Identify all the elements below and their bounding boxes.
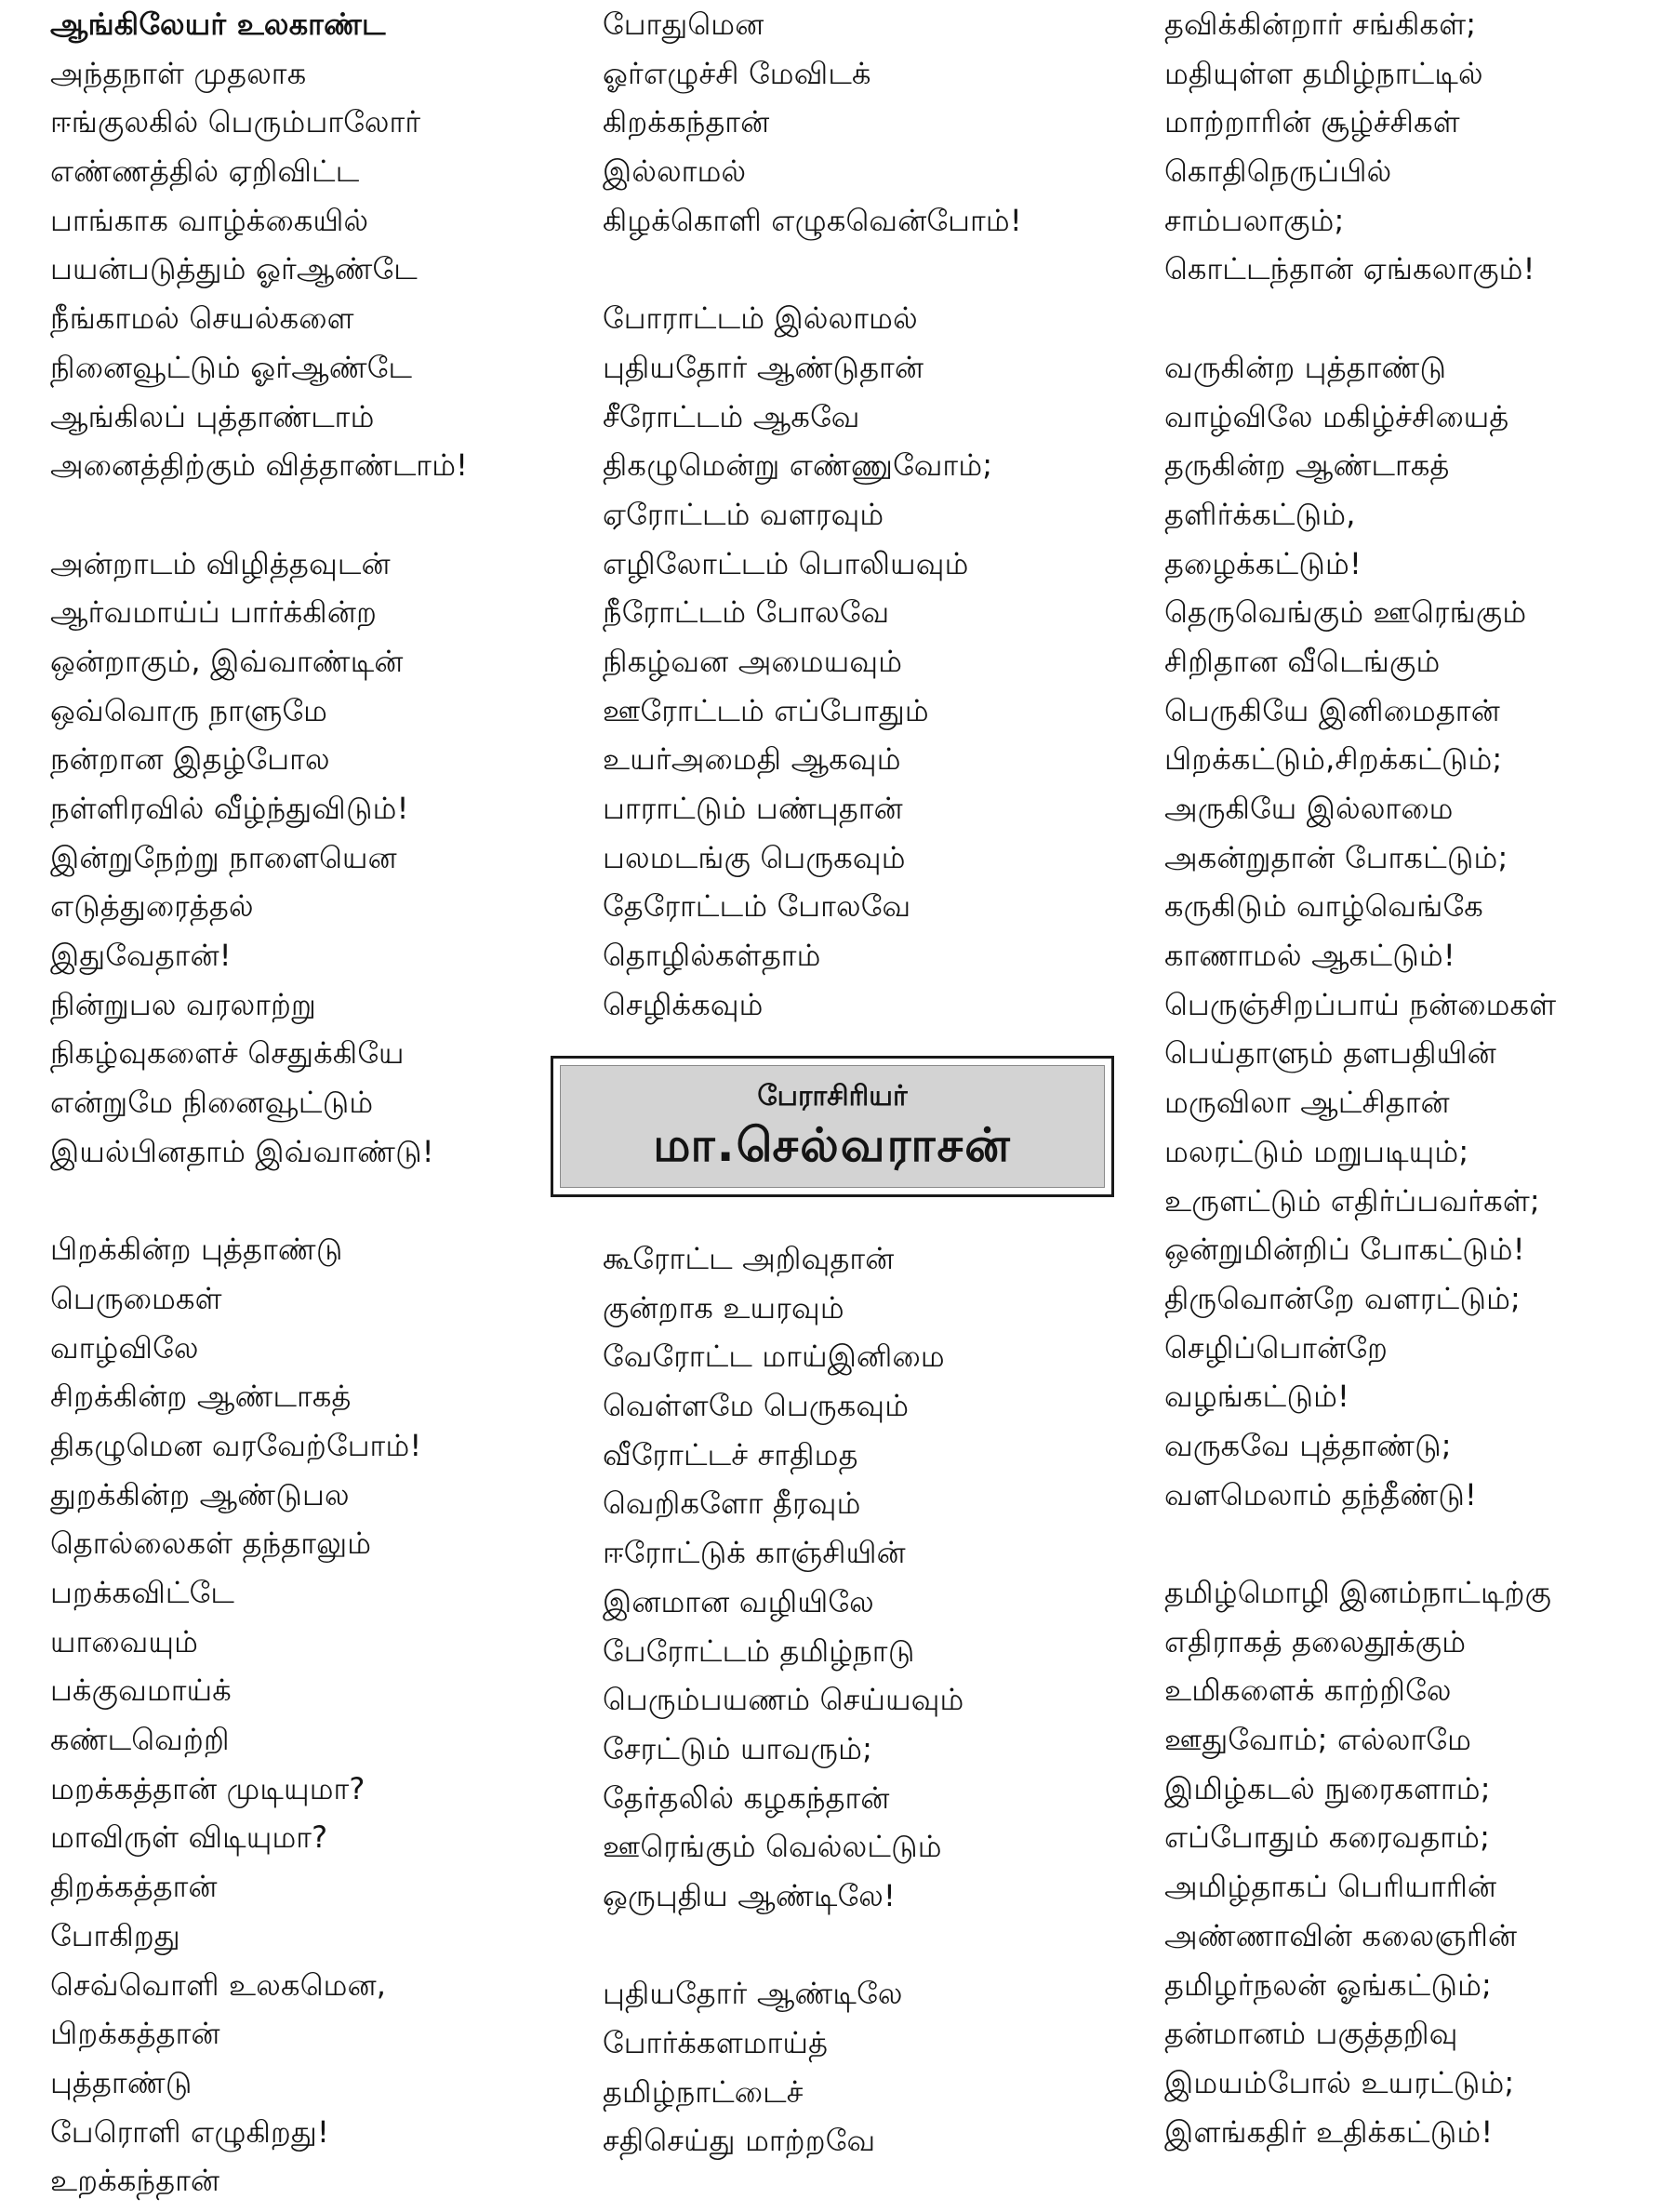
poem-line: திகழுமென வரவேற்போம்! xyxy=(50,1427,422,1463)
poem-line: அந்தநாள் முதலாக xyxy=(50,55,307,91)
poem-line: தமிழ்நாட்டைச் xyxy=(603,2073,804,2110)
poem-line: ஒன்றாகும், இவ்வாண்டின் xyxy=(50,643,404,679)
poem-line: மாற்றாரின் சூழ்ச்சிகள் xyxy=(1164,104,1460,140)
poem-line: எடுத்துரைத்தல் xyxy=(50,888,254,925)
stanza xyxy=(1164,0,1648,294)
poem-line: அண்ணாவின் கலைஞரின் xyxy=(1164,1917,1518,1953)
poem-line: எழிலோட்டம் பொலியவும் xyxy=(603,545,969,581)
poem-line: அமிழ்தாகப் பெரியாரின் xyxy=(1164,1869,1497,1905)
stanza-gap xyxy=(1164,1519,1648,1568)
poem-line: வெறிகளோ தீரவும் xyxy=(603,1486,861,1522)
poem-line: புதியதோர் ஆண்டிலே xyxy=(603,1976,903,2012)
stanza xyxy=(50,540,571,1177)
poem-line: நன்றான இதழ்போல xyxy=(50,741,330,778)
poem-line: எப்போதும் கரைவதாம்; xyxy=(1164,1819,1491,1856)
poem-line: அனைத்திற்கும் வித்தாண்டாம்! xyxy=(50,447,469,484)
poem-line: ஒவ்வொரு நாளுமே xyxy=(50,692,328,728)
poem-line: ஓர்எழுச்சி மேவிடக் xyxy=(603,55,871,91)
poem-line: துறக்கின்ற ஆண்டுபல xyxy=(50,1476,350,1512)
poem-line: எதிராகத் தலைதூக்கும் xyxy=(1164,1623,1467,1659)
poem-line: புதியதோர் ஆண்டுதான் xyxy=(603,349,924,385)
poem-line: ஆங்கிலேயர் உலகாண்ட xyxy=(50,7,386,42)
poem-line: திகழுமென்று எண்ணுவோம்; xyxy=(603,447,993,484)
poem-line: மாவிருள் விடியுமா? xyxy=(50,1819,328,1856)
poem-line: ஊரோட்டம் எப்போதும் xyxy=(603,692,929,728)
poem-line: தன்மானம் பகுத்தறிவு xyxy=(1164,2016,1458,2052)
poem-line: உறக்கந்தான் xyxy=(50,2163,220,2199)
author-byline-box xyxy=(551,1056,1114,1197)
poem-line: தளிர்க்கட்டும், xyxy=(1164,496,1356,532)
poem-line: பாராட்டும் பண்புதான் xyxy=(603,791,903,826)
poem-line: பேரொளி எழுகிறது! xyxy=(50,2113,329,2150)
poem-line: கிறக்கந்தான் xyxy=(603,104,770,140)
poem-line: இனமான வழியிலே xyxy=(603,1583,874,1619)
poem-line: வீரோட்டச் சாதிமத xyxy=(603,1436,858,1472)
poem-line: சீரோட்டம் ஆகவே xyxy=(603,398,860,434)
poem-line: தேர்தலில் கழகந்தான் xyxy=(603,1779,890,1816)
poem-line: வெள்ளமே பெருகவும் xyxy=(603,1388,910,1424)
poem-line: பெருஞ்சிறப்பாய் நன்மைகள் xyxy=(1164,986,1557,1022)
poem-line: பக்குவமாய்க் xyxy=(50,1672,232,1709)
stanza-gap xyxy=(50,1177,571,1226)
poem-line: நினைவூட்டும் ஓர்ஆண்டே xyxy=(50,349,413,385)
poem-line: செவ்வொளி உலகமென, xyxy=(50,1966,387,2003)
poem-line: ஆர்வமாய்ப் பார்க்கின்ற xyxy=(50,594,378,631)
poem-line: நள்ளிரவில் வீழ்ந்துவிடும்! xyxy=(50,791,409,826)
poem-line: மதியுள்ள தமிழ்நாட்டில் xyxy=(1164,55,1483,91)
author-byline-panel xyxy=(560,1065,1105,1188)
poem-line: ஏரோட்டம் வளரவும் xyxy=(603,496,884,532)
poem-line: தழைக்கட்டும்! xyxy=(1164,545,1362,581)
poem-line: நிகழ்வன அமையவும் xyxy=(603,643,903,679)
poem-line: ஊரெங்கும் வெல்லட்டும் xyxy=(603,1829,942,1865)
poem-line: பிறக்கட்டும்,சிறக்கட்டும்; xyxy=(1164,741,1503,778)
stanza xyxy=(603,294,1086,1029)
poem-line: அருகியே இல்லாமை xyxy=(1164,791,1454,826)
poem-line: சிறிதான வீடெங்கும் xyxy=(1164,643,1441,679)
poem-line: செழிப்பொன்றே xyxy=(1164,1329,1389,1366)
poem-line: காணாமல் ஆகட்டும்! xyxy=(1164,938,1455,974)
stanza-gap xyxy=(50,490,571,540)
poem-line: மருவிலா ஆட்சிதான் xyxy=(1164,1085,1450,1121)
poem-line: வழங்கட்டும்! xyxy=(1164,1379,1350,1415)
poem-line: செழிக்கவும் xyxy=(603,986,764,1022)
poem-line: ஒருபுதிய ஆண்டிலே! xyxy=(603,1877,897,1913)
poem-line: பயன்படுத்தும் ஓர்ஆண்டே xyxy=(50,251,418,287)
poem-line: சேரட்டும் யாவரும்; xyxy=(603,1730,873,1766)
poem-line: பெரும்பயணம் செய்யவும் xyxy=(603,1682,964,1718)
poem-line: தெருவெங்கும் ஊரெங்கும் xyxy=(1164,594,1527,631)
stanza-gap xyxy=(1164,294,1648,343)
poem-line: இயல்பினதாம் இவ்வாண்டு! xyxy=(50,1133,434,1169)
poem-line: இல்லாமல் xyxy=(603,153,747,190)
poem-line: தொல்லைகள் தந்தாலும் xyxy=(50,1526,372,1562)
poem-line: சாம்பலாகும்; xyxy=(1164,202,1345,238)
stanza-gap xyxy=(603,1921,1086,1970)
poem-line: வளமெலாம் தந்தீண்டு! xyxy=(1164,1476,1478,1512)
poem-line: வருகவே புத்தாண்டு; xyxy=(1164,1427,1452,1463)
poem-line: போர்க்களமாய்த் xyxy=(603,2025,829,2060)
author-title: பேராசிரியர் xyxy=(757,1080,908,1113)
stanza xyxy=(603,1234,1086,1921)
poem-line: இன்றுநேற்று நாளையென xyxy=(50,839,397,875)
poem-line: தவிக்கின்றார் சங்கிகள்; xyxy=(1164,7,1477,42)
poem-line: யாவையும் xyxy=(50,1623,199,1659)
poem-line: பாங்காக வாழ்க்கையில் xyxy=(50,202,369,238)
poem-line: நீரோட்டம் போலவே xyxy=(603,594,890,631)
poem-line: தருகின்ற ஆண்டாகத் xyxy=(1164,447,1450,484)
poem-line: புத்தாண்டு xyxy=(50,2064,193,2100)
poem-line: பெய்தாளும் தளபதியின் xyxy=(1164,1035,1496,1072)
stanza xyxy=(1164,1568,1648,2156)
poem-line: ஈரோட்டுக் காஞ்சியின் xyxy=(603,1535,906,1571)
stanza xyxy=(50,1225,571,2205)
stanza xyxy=(1164,343,1648,1520)
poem-line: கருகிடும் வாழ்வெங்கே xyxy=(1164,888,1483,925)
poem-line: உமிகளைக் காற்றிலே xyxy=(1164,1672,1452,1709)
poem-line: வருகின்ற புத்தாண்டு xyxy=(1164,349,1447,385)
poem-line: போதுமென xyxy=(603,7,764,42)
poem-line: எண்ணத்தில் ஏறிவிட்ட xyxy=(50,153,360,190)
poem-line: ஒன்றுமின்றிப் போகட்டும்! xyxy=(1164,1232,1525,1268)
poem-line: இமயம்போல் உயரட்டும்; xyxy=(1164,2064,1515,2100)
poem-line: பேரோட்டம் தமிழ்நாடு xyxy=(603,1632,915,1669)
poem-line: மறக்கத்தான் முடியுமா? xyxy=(50,1770,365,1806)
poem-line: அன்றாடம் விழித்தவுடன் xyxy=(50,545,391,581)
poem-line: கொட்டந்தான் ஏங்கலாகும்! xyxy=(1164,251,1535,287)
stanza xyxy=(50,0,571,490)
poem-line: வேரோட்ட மாய்இனிமை xyxy=(603,1339,945,1375)
poem-line: கிழக்கொளி எழுகவென்போம்! xyxy=(603,202,1022,238)
poem-line: பெருமைகள் xyxy=(50,1280,222,1316)
poem-line: பறக்கவிட்டே xyxy=(50,1575,234,1610)
stanza-gap xyxy=(603,245,1086,294)
poem-line: இதுவேதான்! xyxy=(50,938,232,974)
poem-line: உருளட்டும் எதிர்ப்பவர்கள்; xyxy=(1164,1182,1540,1219)
poem-line: சதிசெய்து மாற்றவே xyxy=(603,2123,876,2159)
poem-line: பிறக்கின்ற புத்தாண்டு xyxy=(50,1232,343,1268)
stanza xyxy=(603,1969,1086,2165)
poem-line: தமிழர்நலன் ஓங்கட்டும்; xyxy=(1164,1966,1493,2003)
poem-line: பலமடங்கு பெருகவும் xyxy=(603,839,906,875)
poem-column-1 xyxy=(50,0,571,2205)
author-name: மா.செல்வராசன் xyxy=(653,1118,1012,1172)
poem-line: பிறக்கத்தான் xyxy=(50,2016,220,2052)
poem-line: நின்றுபல வரலாற்று xyxy=(50,986,316,1022)
poem-line: கூரோட்ட அறிவுதான் xyxy=(603,1241,895,1276)
poem-line: திருவொன்றே வளரட்டும்; xyxy=(1164,1280,1521,1316)
poem-line: கொதிநெருப்பில் xyxy=(1164,153,1392,190)
poem-line: தொழில்கள்தாம் xyxy=(603,938,821,974)
poem-column-3 xyxy=(1164,0,1648,2156)
stanza xyxy=(603,0,1086,245)
poem-line: ஊதுவோம்; எல்லாமே xyxy=(1164,1722,1472,1758)
poem-line: கண்டவெற்றி xyxy=(50,1722,230,1758)
poem-line: இமிழ்கடல் நுரைகளாம்; xyxy=(1164,1770,1491,1806)
poem-line: திறக்கத்தான் xyxy=(50,1869,218,1905)
poem-line: தேரோட்டம் போலவே xyxy=(603,888,911,925)
poem-line: மலரட்டும் மறுபடியும்; xyxy=(1164,1133,1469,1169)
poem-column-2-lower xyxy=(603,1234,1086,2165)
poem-line: வாழ்விலே மகிழ்ச்சியைத் xyxy=(1164,398,1509,434)
poem-line: அகன்றுதான் போகட்டும்; xyxy=(1164,839,1508,875)
poem-line: நீங்காமல் செயல்களை xyxy=(50,300,354,337)
poem-line: என்றுமே நினைவூட்டும் xyxy=(50,1085,374,1121)
poem-line: போகிறது xyxy=(50,1917,180,1953)
poem-line: தமிழ்மொழி இனம்நாட்டிற்கு xyxy=(1164,1575,1552,1610)
poem-line: நிகழ்வுகளைச் செதுக்கியே xyxy=(50,1035,405,1072)
poem-line: குன்றாக உயரவும் xyxy=(603,1289,844,1326)
poem-line: சிறக்கின்ற ஆண்டாகத் xyxy=(50,1379,352,1415)
poem-line: பெருகியே இனிமைதான் xyxy=(1164,692,1500,728)
poem-line: ஈங்குலகில் பெரும்பாலோர் xyxy=(50,104,421,140)
poem-line: வாழ்விலே xyxy=(50,1329,199,1366)
poem-line: இளங்கதிர் உதிக்கட்டும்! xyxy=(1164,2113,1494,2150)
poem-column-2 xyxy=(603,0,1086,1029)
poem-line: உயர்அமைதி ஆகவும் xyxy=(603,741,901,778)
poem-line: ஆங்கிலப் புத்தாண்டாம் xyxy=(50,398,375,434)
poem-line: போராட்டம் இல்லாமல் xyxy=(603,300,918,337)
